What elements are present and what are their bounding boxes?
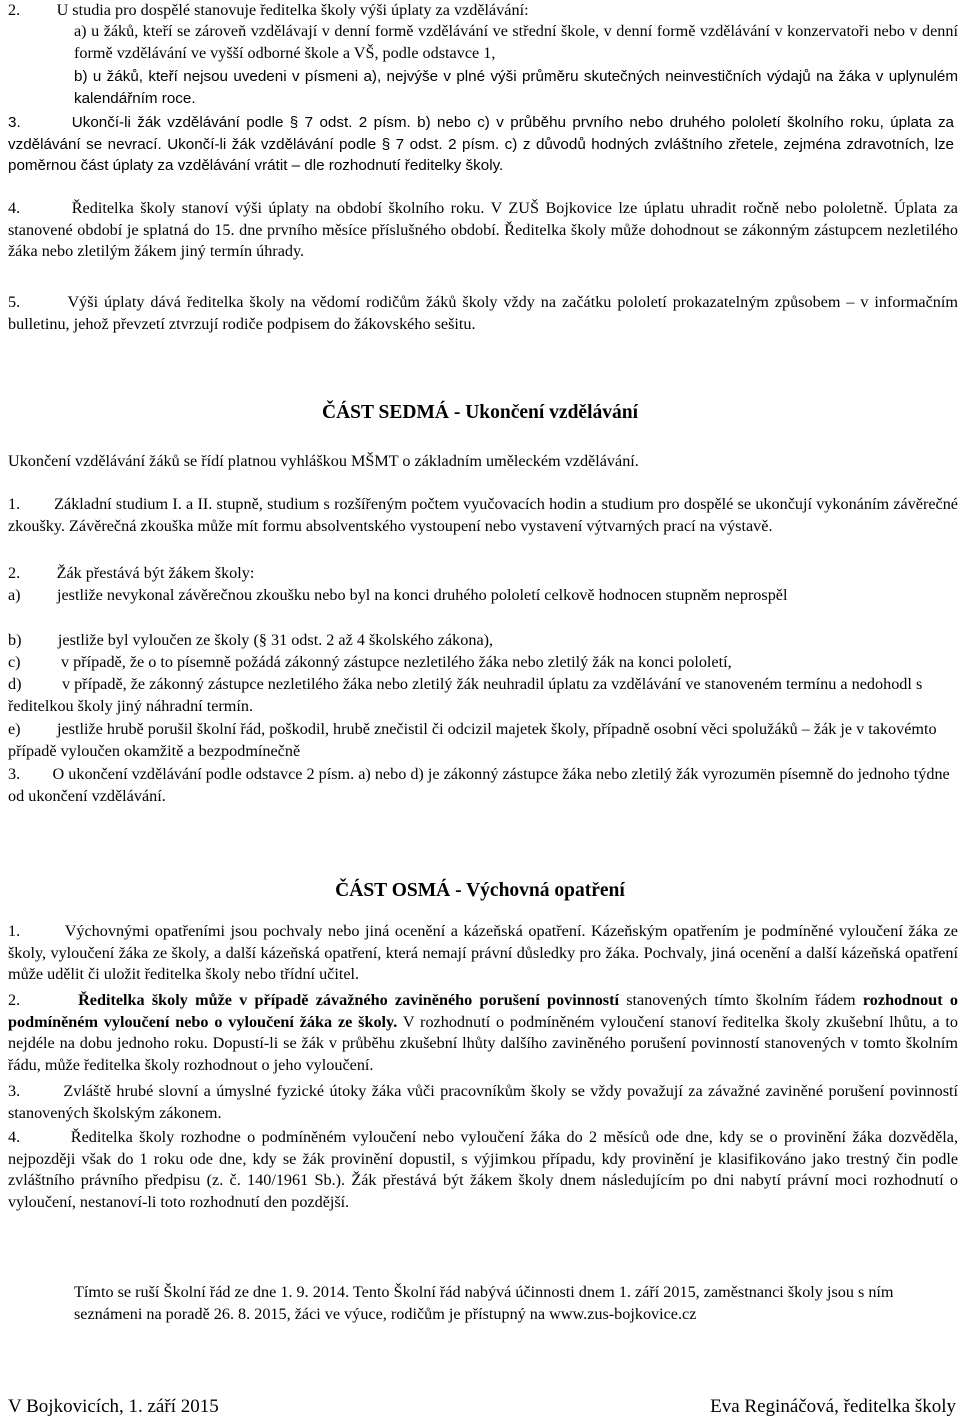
paragraph-2-item-b: b) u žáků, kteří nejsou uvedeni v písmeni a), nejvýše v plné výši průměru skutečných neinvestičních výdajů na žáka v uplynulém kalendářním roce.	[74, 68, 958, 107]
section-7-heading: ČÁST SEDMÁ - Ukončení vzdělávání	[321, 402, 638, 423]
section-7-item-1: 1. Základní studium I. a II. stupně, studium s rozšířeným počtem vyučovacích hodin a studium pro dospělé se ukončují vykonáním závěrečné zkoušky. Závěrečná zkouška může mít formu absolventského vystoupení nebo vystavení výtvarných prací na výstavě.	[8, 495, 958, 535]
section-7-item-2e: e) jestliže hrubě porušil školní řád, poškodil, hrubě znečistil či odcizil majetek školy, případně osobní věci spolužáků – žák je v takovémto případě vyloučen okamžitě a bezpodmínečně	[8, 720, 937, 760]
paragraph-3: 3. Ukončí-li žák vzdělávání podle § 7 odst. 2 písm. b) nebo c) v průběhu prvního nebo druhého pololetí školního roku, úplata za vzdělávání se nevrací. Ukončí-li žák vzdělávání podle § 7 odst. 2 písm. c) z důvodů hodných zvláštního zřetele, zejména zdravotních, lze poměrnou část úplaty za vzdělávání vrátit – dle rozhodnutí ředitelky školy.	[8, 114, 954, 174]
section-7-item-3: 3. O ukončení vzdělávání podle odstavce 2 písm. a) nebo d) je zákonný zástupce žáka nebo zletilý žák vyrozumën písemně do jednoho týdne od ukončení vzdělávání.	[8, 765, 950, 805]
closing-statement	[8, 1282, 944, 1325]
section-8-item-2-text-1: stanovených tímto školním řádem	[618, 991, 863, 1009]
section-8-item-1: 1. Výchovnými opatřeními jsou pochvaly nebo jiná ocenění a kázeňská opatření. Kázeňským opatřením je podmíněné vyloučení žáka ze školy, vyloučení žáka ze školy, a další kázeňská opatření, která nemají právní důsledky pro žáka. Pochvaly, jiná ocenění a další kázeňská opatření může udělit či uložit ředitelka školy nebo třídní učitel.	[8, 922, 958, 983]
section-7-item-2: 2. Žák přestává být žákem školy:	[8, 564, 255, 582]
section-7-item-2a: a) jestliže nevykonal závěrečnou zkoušku nebo byl na konci druhého pololetí celkově hodnocen stupněm neprospěl	[8, 586, 788, 604]
section-8-item-2-bold-1: Ředitelka školy může v případě závažného zaviněného porušení povinností	[78, 991, 619, 1009]
section-8-item-2-bold-2: rozhodnout o podmíněném vyloučení nebo o vyloučení žáka ze školy.	[8, 991, 959, 1031]
footer-place-date: V Bojkovicích, 1. září 2015	[8, 1396, 219, 1417]
paragraph-2-intro: 2. U studia pro dospělé stanovuje ředitelka školy výši úplaty za vzdělávání:	[8, 1, 529, 19]
section-8-item-2-text-2: V rozhodnutí o podmíněném vyloučení stanoví ředitelka školy zkušební lhůtu, a to nejdéle na dobu jednoho roku. Dopustí-li se žák v průběhu zkušební lhůty dalšího zaviněného porušení povinností stanovených v tomto školním řádu, může ředitelka školy rozhodnout o jeho vyloučení.	[8, 1012, 958, 1074]
paragraph-4: 4. Ředitelka školy stanoví výši úplaty na období školního roku. V ZUŠ Bojkovice lze úplatu uhradit ročně nebo pololetně. Úplata za stanovené období je splatná do 15. dne prvního měsíce příslušného období. Ředitelka školy může dohodnout se zákonným zástupcem nezletilého žáka nebo zletilým žákem jiný termín úhrady.	[8, 199, 958, 260]
section-8-item-2-number: 2.	[8, 991, 79, 1009]
paragraph-5: 5. Výši úplaty dává ředitelka školy na vědomí rodičům žáků školy vždy na začátku pololetí prokazatelným způsobem – v informačním bulletinu, jehož převzetí ztvrzují rodiče podpisem do žákovského sešitu.	[8, 293, 958, 333]
footer-signature: Eva Regináčová, ředitelka školy	[710, 1396, 956, 1417]
section-8-item-4: 4. Ředitelka školy rozhodne o podmíněném vyloučení nebo vyloučení žáka do 2 měsíců ode dne, kdy se o provinění žáka dozvěděla, nejpozději však do 1 roku ode dne, kdy se žák provinění dopustil, s výjimkou případu, kdy provinění je klasifikováno jako trestný čin podle zvláštního právního předpisu (z. č. 140/1961 Sb.). Žák přestává být žákem školy dnem následujícím po dni nabytí právní moci rozhodnutí o vyloučení, nestanoví-li toto rozhodnutí den pozdější.	[8, 1128, 958, 1211]
closing-statement-text: Tímto se ruší Školní řád ze dne 1. 9. 2014. Tento Školní řád nabývá účinnosti dnem 1. září 2015, zaměstnanci školy jsou s ním seznámeni na poradě 26. 8. 2015, žáci ve výuce, rodičům je přístupný na www.zus-bojkovice.cz	[74, 1283, 894, 1323]
section-7-item-2d: d) v případě, že zákonný zástupce nezletilého žáka nebo zletilý žák neuhradil úplatu za vzdělávání ve stanoveném termínu a nedohodl s ředitelkou školy jiný náhradní termín.	[8, 675, 923, 715]
section-7-item-2c: c) v případě, že o to písemně požádá zákonný zástupce nezletilého žáka nebo zletilý žák na konci pololetí,	[8, 653, 732, 671]
section-8-item-2	[8, 990, 958, 1076]
paragraph-2-item-a: a) u žáků, kteří se zároveň vzdělávají v denní formě vzdělávání ve střední škole, v denní formě vzdělávání v konzervatoři nebo v denní formě vzdělávání ve vyšší odborné škole a VŠ, podle odstavce 1,	[74, 22, 958, 62]
section-7-intro: Ukončení vzdělávání žáků se řídí platnou vyhláškou MŠMT o základním uměleckém vzdělávání.	[8, 452, 639, 470]
section-7-item-2b: b) jestliže byl vyloučen ze školy (§ 31 odst. 2 až 4 školského zákona),	[8, 631, 494, 649]
section-8-heading: ČÁST OSMÁ - Výchovná opatření	[335, 880, 625, 901]
section-8-item-3: 3. Zvláště hrubé slovní a úmyslné fyzické útoky žáka vůči pracovníkům školy se vždy považují za závažné zaviněné porušení povinností stanovených školským zákonem.	[8, 1082, 958, 1122]
